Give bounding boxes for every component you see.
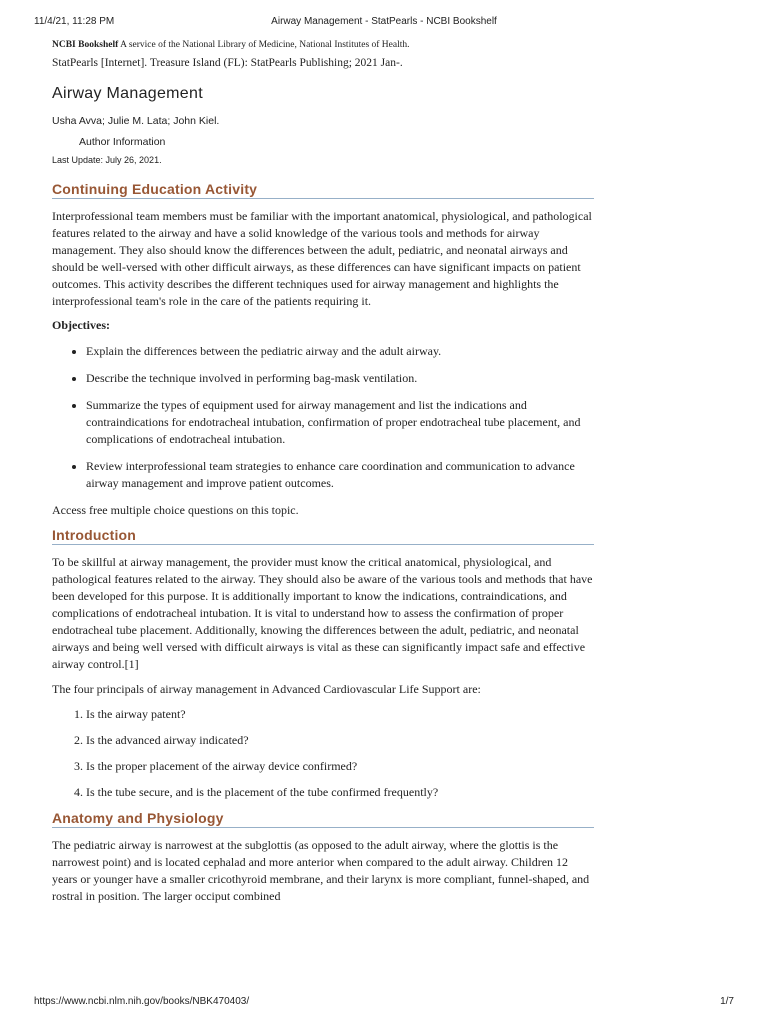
list-item: • Describe the technique involved in performing bag-mask ventilation.	[86, 370, 594, 387]
objectives-list	[52, 343, 594, 492]
bookshelf-name[interactable]: NCBI Bookshelf	[52, 40, 119, 50]
article-page	[52, 40, 594, 913]
list-item: 1. Is the airway patent?	[86, 706, 594, 723]
list-item: • Explain the differences between the pediatric airway and the adult airway.	[86, 343, 594, 360]
print-datetime: 11/4/21, 11:28 PM	[34, 16, 115, 27]
list-item: 3. Is the proper placement of the airway device confirmed?	[86, 758, 594, 775]
mcq-link[interactable]: Access free multiple choice questions on this topic.	[52, 503, 299, 517]
print-url: https://www.ncbi.nlm.nih.gov/books/NBK470403/	[34, 996, 250, 1007]
objectives-label: Objectives:	[52, 318, 110, 332]
section-heading: Introduction	[52, 527, 594, 545]
principles-intro: The four principals of airway management in Advanced Cardiovascular Life Support are:	[52, 682, 481, 696]
section-paragraph: Interprofessional team members must be familiar with the important anatomical, physiological, and pathological features related to the airway and have a solid knowledge of the various tools and methods for airway management. They also should know the differences between the adult, pediatric, and neonatal airways and should be well-versed with other difficult airways, as these differences can have significant impacts on patient outcomes. This activity describes the different techniques used for airway management and highlights the interprofessional team's role in the care of the patients requiring it.	[52, 209, 592, 308]
print-header	[34, 16, 734, 30]
section-paragraph: The pediatric airway is narrowest at the subglottis (as opposed to the adult airway, where the glottis is the narrowest point) and is located cephalad and more anterior when compared to the adult airway. Children 12 years or younger have a smaller cricothyroid membrane, and their larynx is more compliant, funnel-shaped, and rostral in position. The larger occiput combined	[52, 838, 590, 903]
print-footer	[34, 996, 734, 1010]
article-title: Airway Management	[52, 85, 203, 102]
citation: StatPearls [Internet]. Treasure Island (FL): StatPearls Publishing; 2021 Jan-.	[52, 57, 403, 69]
section-anatomy	[52, 810, 594, 905]
list-item: 2. Is the advanced airway indicated?	[86, 732, 594, 749]
section-introduction	[52, 527, 594, 801]
last-update: Last Update: July 26, 2021.	[52, 155, 162, 165]
section-continuing-education	[52, 181, 594, 519]
section-heading: Continuing Education Activity	[52, 181, 594, 199]
authors: Usha Avva; Julie M. Lata; John Kiel.	[52, 115, 220, 127]
bookshelf-tagline: A service of the National Library of Medicine, National Institutes of Health.	[120, 40, 410, 50]
section-heading: Anatomy and Physiology	[52, 810, 594, 828]
section-paragraph: To be skillful at airway management, the provider must know the critical anatomical, physiological, and pathological features related to the airway. They should also be aware of the various tools and methods that have been developed for this purpose. It is additionally important to know the indications, contraindications, and complications of endotracheal intubation. It is vital to understand how to assess the confirmation of proper endotracheal tube placement. Additionally, knowing the differences between the adult, pediatric, and neonatal airways and being well versed with difficult airways is vital as these can significantly impact safe and effective airway control.[1]	[52, 555, 593, 671]
bookshelf-banner	[52, 40, 594, 50]
principles-list	[52, 706, 594, 801]
print-page-number: 1/7	[720, 996, 734, 1007]
list-item: • Review interprofessional team strategies to enhance care coordination and communication to advance airway management and improve patient outcomes.	[86, 458, 594, 492]
author-information-toggle[interactable]: Author Information	[79, 136, 166, 148]
list-item: 4. Is the tube secure, and is the placement of the tube confirmed frequently?	[86, 784, 594, 801]
list-item: • Summarize the types of equipment used for airway management and list the indications and contraindications for endotracheal intubation, confirmation of proper endotracheal tube placement, and complications of endotracheal intubation.	[86, 397, 594, 448]
print-page-title: Airway Management - StatPearls - NCBI Bookshelf	[271, 16, 497, 27]
